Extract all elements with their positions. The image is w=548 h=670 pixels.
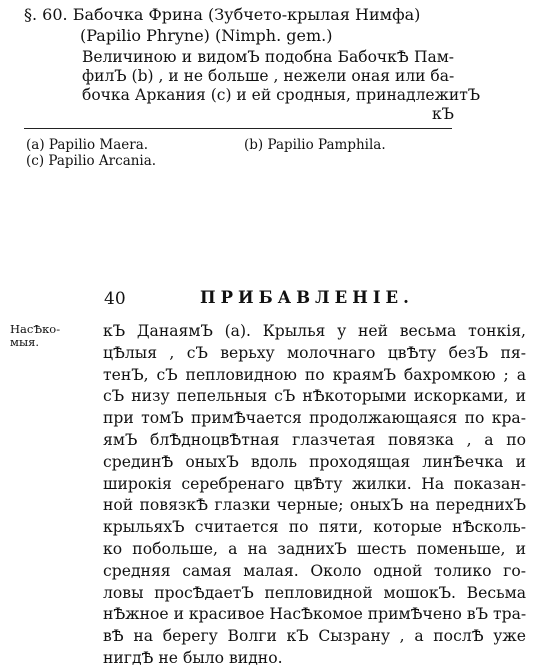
text-line: бочка Аркания (с) и ей сродныя, принадлежитЪ bbox=[82, 86, 481, 104]
text-line: ямЪ блѢдноцвѢтная глазчетая повязка , а по bbox=[103, 430, 526, 449]
footnote-b: (b) Papilio Pamphila. bbox=[244, 137, 386, 153]
text-line: тенЪ, сЪ пепловидною по краямЪ бахромкою ; а bbox=[103, 365, 526, 384]
text-line: филЪ (b) , и не больше , нежели оная или ба- bbox=[82, 67, 455, 85]
text-line: при томЪ примѢчается продолжающаяся по кра- bbox=[103, 409, 526, 428]
text-line: нигдѢ не было видно. bbox=[103, 648, 283, 667]
text-line: цѢлыя , сЪ верьху молочнаго цвѢту безЪ пя- bbox=[103, 343, 526, 362]
main-text bbox=[103, 321, 526, 670]
text-line: широкiя серебренаго цвѢту жилки. На показан- bbox=[103, 474, 526, 493]
text-line: ловы просѢдаетЪ пепловидной мошокЪ. Весьма bbox=[103, 583, 526, 602]
text-line: ной повязкѢ глазки черные; оныхЪ на переднихЪ bbox=[103, 496, 526, 515]
page-number: 40 bbox=[104, 289, 126, 309]
footnote-a: (a) Papilio Maera. bbox=[26, 137, 149, 153]
text-line: средняя самая малая. Около одной толико го- bbox=[103, 561, 526, 580]
footnote-c: (c) Papilio Arcania. bbox=[26, 153, 157, 169]
text-line: сЪ низу пепельныя сЪ нѢкоторыми искорками, и bbox=[103, 387, 526, 406]
text-line: крыльяхЪ считается по пяти, которые нѢсколь- bbox=[103, 518, 526, 537]
text-line: Величиною и видомЪ подобна БабочкѢ Пам- bbox=[82, 48, 454, 66]
text-line: кЪ ДанаямЪ (а). Крылья у ней весьма тонкiя, bbox=[103, 322, 526, 340]
text-line: вѢ на берегу Волги кЪ Сызрану , а послѢ уже bbox=[103, 627, 526, 646]
text-line: нѢжное и красивое НасѢкомое примѢчено вЪ тра- bbox=[103, 605, 527, 624]
section-subheading: (Papilio Phryne) (Nimph. gem.) bbox=[80, 26, 333, 45]
catchword: кЪ bbox=[431, 105, 454, 123]
footnote-divider bbox=[24, 128, 452, 129]
margin-note: НасѢко-мыя. bbox=[10, 322, 61, 349]
text-line: срединѢ оныхЪ вдоль проходящая линѢечка и bbox=[103, 452, 526, 471]
text-line: ко побольше, а на заднихЪ шесть поменьше, и bbox=[103, 539, 526, 558]
page-title: ПРИБАВЛЕНIЕ. bbox=[200, 288, 414, 307]
section-heading: §. 60. Бабочка Фрина (Зубчето-крылая Нимфа) bbox=[24, 5, 421, 24]
section-body bbox=[82, 48, 481, 124]
